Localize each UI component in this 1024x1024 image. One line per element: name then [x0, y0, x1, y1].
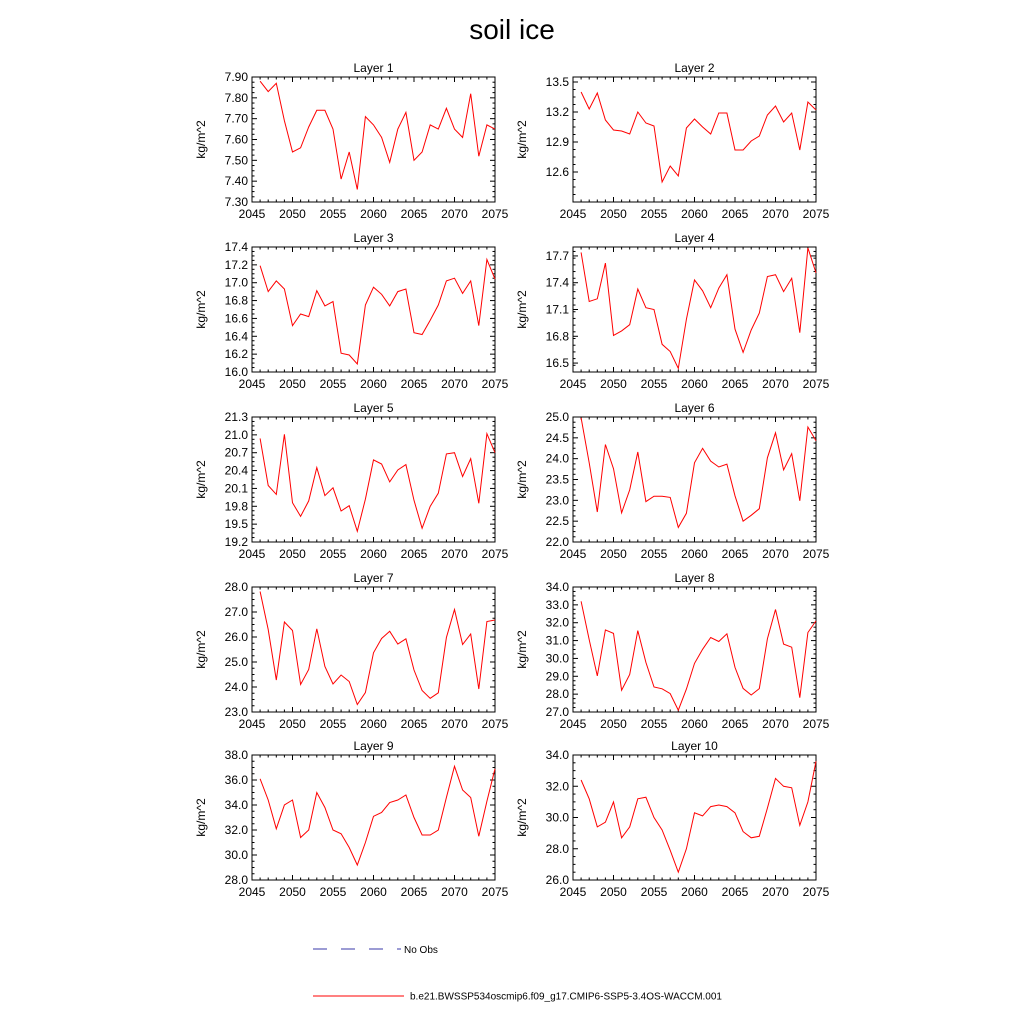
- x-tick-label: 2075: [802, 207, 830, 221]
- y-tick-label: 23.0: [545, 493, 569, 508]
- x-tick-label: 2050: [600, 885, 627, 899]
- x-tick-label: 2055: [319, 207, 347, 221]
- y-axis-label: kg/m^2: [194, 120, 208, 159]
- x-tick-label: 2075: [802, 885, 830, 899]
- x-tick-label: 2065: [400, 717, 428, 731]
- y-axis-label: kg/m^2: [194, 630, 208, 669]
- x-tick-label: 2065: [721, 885, 749, 899]
- x-tick-label: 2075: [802, 717, 830, 731]
- x-tick-label: 2070: [441, 207, 468, 221]
- y-axis-label: kg/m^2: [194, 460, 208, 499]
- y-tick-label: 17.4: [224, 240, 248, 254]
- y-tick-label: 19.5: [224, 517, 248, 532]
- y-tick-label: 26.0: [545, 873, 569, 887]
- x-tick-label: 2070: [762, 885, 789, 899]
- x-tick-label: 2045: [559, 885, 587, 899]
- y-tick-label: 21.3: [224, 410, 248, 424]
- series-line: [581, 248, 816, 369]
- x-tick-label: 2055: [319, 377, 347, 391]
- panel-title: Layer 7: [353, 571, 394, 585]
- plot-frame: [573, 755, 816, 880]
- x-tick-label: 2060: [681, 207, 708, 221]
- panel-title: Layer 3: [353, 231, 394, 245]
- x-tick-label: 2045: [238, 377, 266, 391]
- y-tick-label: 17.1: [545, 302, 569, 317]
- x-tick-label: 2075: [481, 547, 509, 561]
- y-tick-label: 28.0: [545, 687, 569, 702]
- y-tick-label: 25.0: [224, 655, 248, 669]
- x-tick-label: 2065: [721, 207, 749, 221]
- x-tick-label: 2050: [600, 547, 627, 561]
- legend-obs-label: No Obs: [404, 945, 438, 956]
- x-tick-label: 2060: [360, 547, 387, 561]
- x-tick-label: 2050: [600, 207, 627, 221]
- x-tick-label: 2045: [238, 207, 266, 221]
- x-tick-label: 2050: [279, 547, 306, 561]
- series-line: [260, 260, 495, 365]
- y-tick-label: 28.0: [224, 580, 248, 594]
- y-tick-label: 36.0: [224, 773, 248, 787]
- y-tick-label: 32.0: [224, 823, 248, 837]
- y-tick-label: 33.0: [545, 597, 569, 612]
- series-line: [260, 81, 495, 189]
- y-tick-label: 16.8: [224, 293, 248, 308]
- y-tick-label: 17.0: [224, 275, 248, 290]
- y-tick-label: 24.5: [545, 430, 569, 445]
- x-tick-label: 2045: [559, 207, 587, 221]
- panel-title: Layer 10: [671, 739, 718, 753]
- y-tick-label: 7.40: [224, 174, 248, 189]
- x-tick-label: 2070: [441, 377, 468, 391]
- y-tick-label: 26.0: [224, 630, 248, 644]
- x-tick-label: 2045: [238, 547, 266, 561]
- x-tick-label: 2050: [600, 377, 627, 391]
- y-tick-label: 23.0: [224, 705, 248, 719]
- y-axis-label: kg/m^2: [194, 798, 208, 837]
- x-tick-label: 2065: [721, 547, 749, 561]
- panel-1: [194, 61, 509, 221]
- x-tick-label: 2075: [481, 717, 509, 731]
- panel-title: Layer 1: [353, 61, 394, 75]
- panel-10: [515, 739, 830, 899]
- y-tick-label: 30.0: [545, 810, 569, 825]
- y-tick-label: 13.2: [545, 105, 569, 119]
- plot-frame: [573, 417, 816, 542]
- y-axis-label: kg/m^2: [194, 290, 208, 329]
- series-line: [260, 592, 495, 705]
- panel-6: [515, 401, 830, 561]
- y-tick-label: 30.0: [224, 848, 248, 862]
- y-tick-label: 34.0: [545, 580, 569, 594]
- y-tick-label: 16.6: [224, 311, 248, 326]
- y-tick-label: 13.5: [545, 75, 569, 89]
- y-tick-label: 16.5: [545, 356, 569, 371]
- y-tick-label: 21.0: [224, 427, 248, 442]
- x-tick-label: 2055: [640, 207, 668, 221]
- y-tick-label: 25.0: [545, 410, 569, 424]
- y-tick-label: 28.0: [545, 841, 569, 856]
- x-tick-label: 2075: [802, 547, 830, 561]
- y-tick-label: 16.4: [224, 329, 248, 344]
- panel-2: [515, 61, 830, 221]
- y-tick-label: 17.2: [224, 257, 248, 272]
- plot-frame: [252, 417, 495, 542]
- panel-title: Layer 9: [353, 739, 394, 753]
- y-tick-label: 7.60: [224, 132, 248, 147]
- x-tick-label: 2065: [721, 717, 749, 731]
- x-tick-label: 2055: [640, 885, 668, 899]
- y-tick-label: 28.0: [224, 873, 248, 887]
- y-tick-label: 16.2: [224, 347, 248, 362]
- x-tick-label: 2075: [802, 377, 830, 391]
- panel-title: Layer 6: [674, 401, 715, 415]
- x-tick-label: 2055: [319, 885, 347, 899]
- y-tick-label: 30.0: [545, 651, 569, 666]
- x-tick-label: 2060: [681, 885, 708, 899]
- x-tick-label: 2065: [721, 377, 749, 391]
- panel-title: Layer 4: [674, 231, 715, 245]
- y-tick-label: 7.90: [224, 70, 248, 84]
- y-axis-label: kg/m^2: [515, 798, 529, 837]
- x-tick-label: 2070: [762, 377, 789, 391]
- y-tick-label: 20.7: [224, 445, 248, 460]
- y-tick-label: 12.6: [545, 165, 569, 179]
- panel-5: [194, 401, 509, 561]
- y-tick-label: 34.0: [224, 798, 248, 812]
- y-tick-label: 38.0: [224, 748, 248, 762]
- x-tick-label: 2060: [360, 207, 387, 221]
- y-tick-label: 7.50: [224, 153, 248, 168]
- plot-frame: [573, 587, 816, 712]
- series-line: [581, 761, 816, 872]
- y-tick-label: 20.4: [224, 463, 248, 478]
- x-tick-label: 2050: [279, 377, 306, 391]
- figure-title: soil ice: [469, 14, 555, 45]
- x-tick-label: 2055: [640, 547, 668, 561]
- panel-8: [515, 571, 830, 731]
- x-tick-label: 2055: [640, 717, 668, 731]
- panel-4: [515, 231, 830, 391]
- y-tick-label: 17.7: [545, 248, 569, 263]
- y-tick-label: 34.0: [545, 748, 569, 762]
- x-tick-label: 2055: [640, 377, 668, 391]
- x-tick-label: 2045: [559, 717, 587, 731]
- y-tick-label: 19.2: [224, 535, 248, 549]
- series-line: [260, 434, 495, 532]
- y-tick-label: 7.70: [224, 111, 248, 126]
- x-tick-label: 2065: [400, 207, 428, 221]
- x-tick-label: 2045: [238, 885, 266, 899]
- panel-7: [194, 571, 509, 731]
- x-tick-label: 2055: [319, 717, 347, 731]
- y-axis-label: kg/m^2: [515, 630, 529, 669]
- series-line: [581, 92, 816, 182]
- y-tick-label: 22.0: [545, 535, 569, 549]
- series-line: [581, 601, 816, 710]
- y-tick-label: 17.4: [545, 275, 569, 290]
- x-tick-label: 2060: [360, 717, 387, 731]
- y-tick-label: 27.0: [545, 705, 569, 719]
- x-tick-label: 2045: [559, 377, 587, 391]
- y-tick-label: 29.0: [545, 669, 569, 684]
- x-tick-label: 2045: [559, 547, 587, 561]
- x-tick-label: 2065: [400, 885, 428, 899]
- x-tick-label: 2075: [481, 885, 509, 899]
- x-tick-label: 2075: [481, 207, 509, 221]
- x-tick-label: 2055: [319, 547, 347, 561]
- y-tick-label: 7.30: [224, 195, 248, 209]
- x-tick-label: 2050: [279, 717, 306, 731]
- y-axis-label: kg/m^2: [515, 120, 529, 159]
- plot-frame: [252, 587, 495, 712]
- plot-frame: [573, 247, 816, 372]
- panel-title: Layer 5: [353, 401, 394, 415]
- x-tick-label: 2070: [762, 547, 789, 561]
- legend: [313, 945, 722, 1003]
- y-axis-label: kg/m^2: [515, 460, 529, 499]
- y-tick-label: 31.0: [545, 633, 569, 648]
- panel-title: Layer 8: [674, 571, 715, 585]
- y-tick-label: 23.5: [545, 472, 569, 487]
- x-tick-label: 2060: [681, 377, 708, 391]
- x-tick-label: 2070: [441, 547, 468, 561]
- x-tick-label: 2070: [762, 207, 789, 221]
- y-tick-label: 24.0: [545, 451, 569, 466]
- x-tick-label: 2070: [762, 717, 789, 731]
- layer-panels: [194, 61, 830, 899]
- x-tick-label: 2050: [279, 207, 306, 221]
- x-tick-label: 2075: [481, 377, 509, 391]
- panel-9: [194, 739, 509, 899]
- x-tick-label: 2070: [441, 885, 468, 899]
- series-line: [581, 418, 816, 528]
- panel-3: [194, 231, 509, 391]
- x-tick-label: 2065: [400, 377, 428, 391]
- plot-frame: [573, 77, 816, 202]
- x-tick-label: 2065: [400, 547, 428, 561]
- x-tick-label: 2050: [279, 885, 306, 899]
- x-tick-label: 2060: [681, 547, 708, 561]
- y-tick-label: 20.1: [224, 481, 248, 496]
- y-tick-label: 32.0: [545, 779, 569, 794]
- x-tick-label: 2060: [360, 377, 387, 391]
- y-tick-label: 27.0: [224, 605, 248, 619]
- x-tick-label: 2070: [441, 717, 468, 731]
- y-tick-label: 12.9: [545, 135, 569, 149]
- x-tick-label: 2050: [600, 717, 627, 731]
- y-tick-label: 22.5: [545, 514, 569, 529]
- x-tick-label: 2060: [360, 885, 387, 899]
- y-tick-label: 32.0: [545, 615, 569, 630]
- panel-title: Layer 2: [674, 61, 715, 75]
- x-tick-label: 2060: [681, 717, 708, 731]
- y-axis-label: kg/m^2: [515, 290, 529, 329]
- y-tick-label: 24.0: [224, 680, 248, 694]
- legend-model-label: b.e21.BWSSP534oscmip6.f09_g17.CMIP6-SSP5-3.4OS-WACCM.001: [410, 991, 722, 1003]
- plot-frame: [252, 77, 495, 202]
- y-tick-label: 16.8: [545, 329, 569, 344]
- series-line: [260, 766, 495, 865]
- y-tick-label: 16.0: [224, 365, 248, 379]
- y-tick-label: 7.80: [224, 90, 248, 105]
- y-tick-label: 19.8: [224, 499, 248, 514]
- x-tick-label: 2045: [238, 717, 266, 731]
